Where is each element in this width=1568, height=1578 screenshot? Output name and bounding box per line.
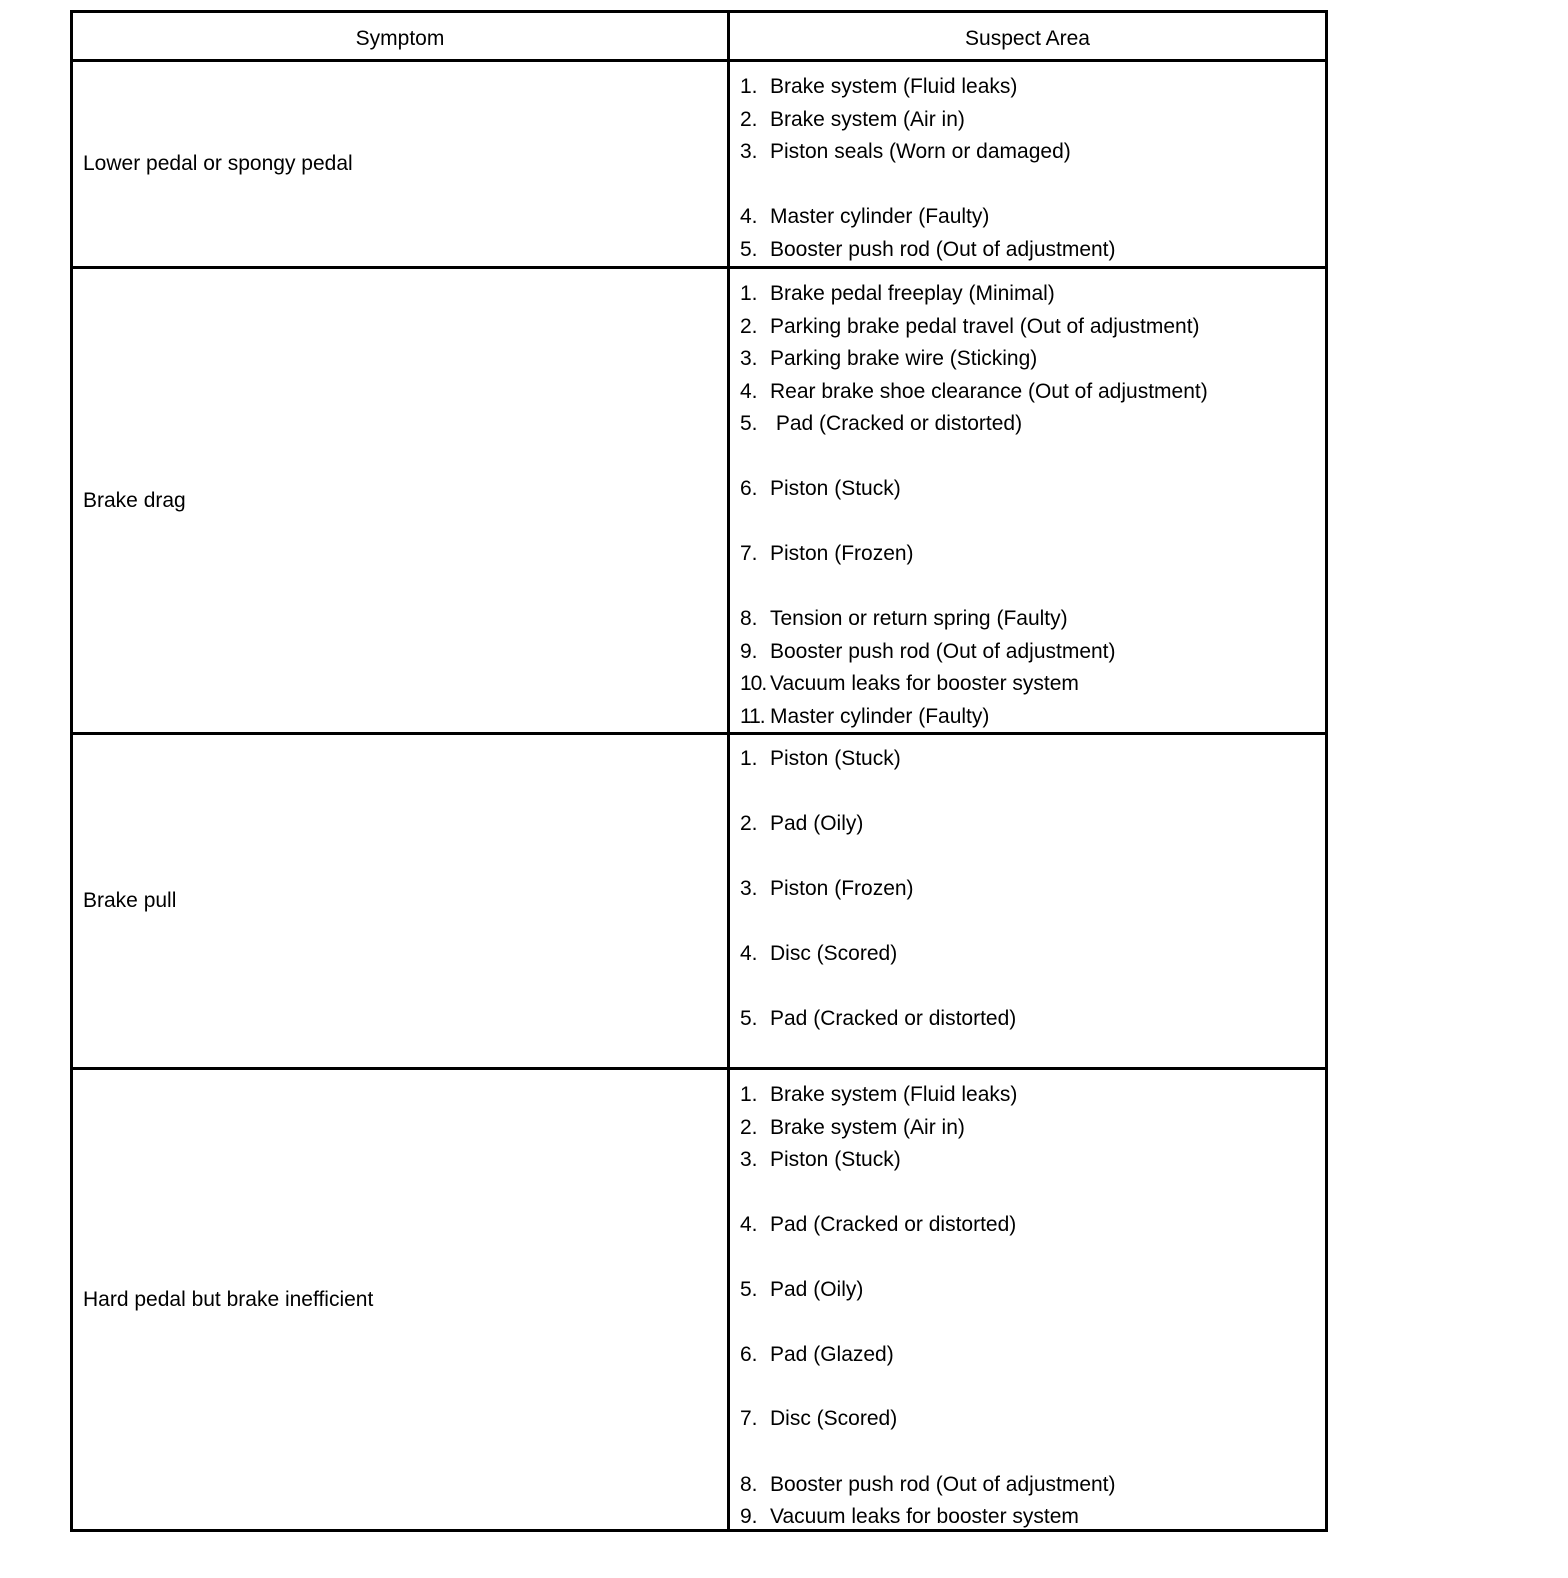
list-item: 7. Disc (Scored)	[740, 1407, 898, 1430]
suspect-area-cell	[729, 61, 1327, 268]
list-item: 10. Vacuum leaks for booster system	[740, 672, 1079, 695]
list-item: 5. Pad (Oily)	[740, 1278, 864, 1301]
list-item: 3. Piston (Stuck)	[740, 1148, 901, 1171]
list-item: 11. Master cylinder (Faulty)	[740, 705, 990, 728]
list-item: 2. Pad (Oily)	[740, 812, 864, 835]
symptom-cell: Brake drag	[72, 268, 729, 734]
header-suspect-area: Suspect Area	[729, 12, 1327, 61]
list-item: 1. Brake pedal freeplay (Minimal)	[740, 282, 1055, 305]
list-item: 8. Booster push rod (Out of adjustment)	[740, 1473, 1116, 1496]
list-item: 5. Pad (Cracked or distorted)	[740, 412, 1023, 435]
list-item: 2. Brake system (Air in)	[740, 108, 965, 131]
symptom-cell: Hard pedal but brake inefficient	[72, 1069, 729, 1531]
list-item: 6. Pad (Glazed)	[740, 1343, 894, 1366]
list-item: 9. Booster push rod (Out of adjustment)	[740, 640, 1116, 663]
symptom-cell: Lower pedal or spongy pedal	[72, 61, 729, 268]
list-item: 6. Piston (Stuck)	[740, 477, 901, 500]
list-item: 1. Brake system (Fluid leaks)	[740, 1083, 1018, 1106]
table-row	[72, 268, 1327, 734]
list-item: 4. Disc (Scored)	[740, 942, 898, 965]
list-item: 4. Pad (Cracked or distorted)	[740, 1213, 1017, 1236]
suspect-area-cell	[729, 734, 1327, 1069]
list-item: 4. Master cylinder (Faulty)	[740, 205, 990, 228]
table-row	[72, 61, 1327, 268]
symptom-cell: Brake pull	[72, 734, 729, 1069]
table-row	[72, 734, 1327, 1069]
list-item: 1. Piston (Stuck)	[740, 747, 901, 770]
table-header-row	[72, 12, 1327, 61]
header-symptom: Symptom	[72, 12, 729, 61]
list-item: 2. Parking brake pedal travel (Out of adjustment)	[740, 315, 1200, 338]
list-item: 3. Piston (Frozen)	[740, 877, 914, 900]
list-item: 4. Rear brake shoe clearance (Out of adjustment)	[740, 380, 1208, 403]
suspect-area-cell	[729, 268, 1327, 734]
list-item: 8. Tension or return spring (Faulty)	[740, 607, 1068, 630]
list-item: 5. Booster push rod (Out of adjustment)	[740, 238, 1116, 261]
list-item: 3. Parking brake wire (Sticking)	[740, 347, 1038, 370]
list-item: 9. Vacuum leaks for booster system	[740, 1505, 1079, 1528]
list-item: 2. Brake system (Air in)	[740, 1116, 965, 1139]
list-item: 3. Piston seals (Worn or damaged)	[740, 140, 1071, 163]
troubleshooting-table	[70, 10, 1328, 1532]
list-item: 7. Piston (Frozen)	[740, 542, 914, 565]
list-item: 5. Pad (Cracked or distorted)	[740, 1007, 1017, 1030]
suspect-area-cell	[729, 1069, 1327, 1531]
list-item: 1. Brake system (Fluid leaks)	[740, 75, 1018, 98]
table-row	[72, 1069, 1327, 1531]
